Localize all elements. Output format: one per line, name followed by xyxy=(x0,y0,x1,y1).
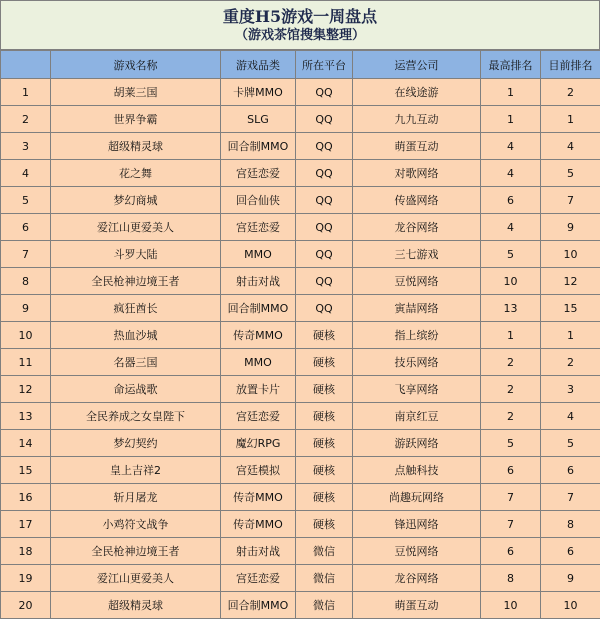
cell-operator: 指上缤纷 xyxy=(353,322,481,349)
cell-highest-rank: 10 xyxy=(481,268,541,295)
cell-operator: 豆悦网络 xyxy=(353,538,481,565)
cell-index: 14 xyxy=(1,430,51,457)
cell-index: 16 xyxy=(1,484,51,511)
cell-index: 20 xyxy=(1,592,51,619)
cell-platform: 硬核 xyxy=(296,403,353,430)
cell-highest-rank: 4 xyxy=(481,160,541,187)
cell-category: 宫廷恋爱 xyxy=(221,214,296,241)
cell-current-rank: 2 xyxy=(541,349,600,376)
cell-highest-rank: 1 xyxy=(481,79,541,106)
cell-operator: 尚趣玩网络 xyxy=(353,484,481,511)
cell-operator: 飞享网络 xyxy=(353,376,481,403)
cell-operator: 龙谷网络 xyxy=(353,214,481,241)
table-row xyxy=(1,133,600,160)
cell-category: MMO xyxy=(221,241,296,268)
cell-category: 传奇MMO xyxy=(221,511,296,538)
cell-highest-rank: 7 xyxy=(481,484,541,511)
table-row xyxy=(1,430,600,457)
page-subtitle: （游戏茶馆搜集整理） xyxy=(234,28,365,43)
cell-platform: QQ xyxy=(296,295,353,322)
cell-platform: 硬核 xyxy=(296,376,353,403)
cell-game-name: 名器三国 xyxy=(51,349,221,376)
table-row xyxy=(1,538,600,565)
cell-game-name: 疯狂酋长 xyxy=(51,295,221,322)
table-row xyxy=(1,376,600,403)
cell-game-name: 超级精灵球 xyxy=(51,592,221,619)
cell-index: 5 xyxy=(1,187,51,214)
cell-current-rank: 1 xyxy=(541,106,600,133)
cell-operator: 在线途游 xyxy=(353,79,481,106)
cell-operator: 对歌网络 xyxy=(353,160,481,187)
table-row xyxy=(1,241,600,268)
cell-current-rank: 7 xyxy=(541,187,600,214)
cell-category: 射击对战 xyxy=(221,268,296,295)
cell-category: 宫廷模拟 xyxy=(221,457,296,484)
cell-category: 放置卡片 xyxy=(221,376,296,403)
cell-platform: 微信 xyxy=(296,565,353,592)
cell-category: 回合制MMO xyxy=(221,592,296,619)
table-row xyxy=(1,565,600,592)
cell-highest-rank: 6 xyxy=(481,187,541,214)
title-banner xyxy=(0,0,600,50)
cell-platform: 硬核 xyxy=(296,484,353,511)
cell-highest-rank: 4 xyxy=(481,133,541,160)
header-cell-operator: 运营公司 xyxy=(353,51,481,79)
cell-operator: 南京红豆 xyxy=(353,403,481,430)
cell-game-name: 梦幻契约 xyxy=(51,430,221,457)
cell-platform: QQ xyxy=(296,268,353,295)
cell-category: 魔幻RPG xyxy=(221,430,296,457)
cell-game-name: 超级精灵球 xyxy=(51,133,221,160)
table-row xyxy=(1,322,600,349)
table-row xyxy=(1,349,600,376)
cell-current-rank: 8 xyxy=(541,511,600,538)
cell-index: 3 xyxy=(1,133,51,160)
cell-platform: 硬核 xyxy=(296,457,353,484)
cell-operator: 游跃网络 xyxy=(353,430,481,457)
cell-platform: 硬核 xyxy=(296,322,353,349)
cell-category: 传奇MMO xyxy=(221,322,296,349)
table-row xyxy=(1,295,600,322)
cell-operator: 九九互动 xyxy=(353,106,481,133)
cell-game-name: 斗罗大陆 xyxy=(51,241,221,268)
cell-current-rank: 6 xyxy=(541,538,600,565)
cell-category: 回合仙侠 xyxy=(221,187,296,214)
cell-operator: 萌蛋互动 xyxy=(353,592,481,619)
table-row xyxy=(1,187,600,214)
cell-index: 6 xyxy=(1,214,51,241)
cell-operator: 锋迅网络 xyxy=(353,511,481,538)
cell-highest-rank: 8 xyxy=(481,565,541,592)
table-row xyxy=(1,79,600,106)
cell-index: 18 xyxy=(1,538,51,565)
cell-current-rank: 2 xyxy=(541,79,600,106)
cell-index: 2 xyxy=(1,106,51,133)
cell-category: 宫廷恋爱 xyxy=(221,565,296,592)
cell-current-rank: 7 xyxy=(541,484,600,511)
cell-platform: QQ xyxy=(296,160,353,187)
cell-current-rank: 9 xyxy=(541,565,600,592)
cell-highest-rank: 2 xyxy=(481,349,541,376)
cell-operator: 传盛网络 xyxy=(353,187,481,214)
table-row xyxy=(1,160,600,187)
table-row xyxy=(1,106,600,133)
cell-category: 卡牌MMO xyxy=(221,79,296,106)
cell-highest-rank: 2 xyxy=(481,376,541,403)
cell-operator: 三七游戏 xyxy=(353,241,481,268)
header-cell-current-rank: 目前排名 xyxy=(541,51,600,79)
cell-current-rank: 4 xyxy=(541,133,600,160)
table-row xyxy=(1,268,600,295)
cell-platform: 微信 xyxy=(296,538,353,565)
cell-highest-rank: 1 xyxy=(481,106,541,133)
cell-game-name: 世界争霸 xyxy=(51,106,221,133)
cell-index: 17 xyxy=(1,511,51,538)
cell-operator: 寅喆网络 xyxy=(353,295,481,322)
cell-index: 15 xyxy=(1,457,51,484)
cell-operator: 萌蛋互动 xyxy=(353,133,481,160)
cell-highest-rank: 6 xyxy=(481,538,541,565)
cell-highest-rank: 4 xyxy=(481,214,541,241)
table-row xyxy=(1,484,600,511)
cell-platform: QQ xyxy=(296,79,353,106)
table-row xyxy=(1,457,600,484)
cell-platform: QQ xyxy=(296,241,353,268)
cell-index: 8 xyxy=(1,268,51,295)
cell-category: 宫廷恋爱 xyxy=(221,403,296,430)
cell-highest-rank: 7 xyxy=(481,511,541,538)
cell-game-name: 小鸡符文战争 xyxy=(51,511,221,538)
page-title: 重度H5游戏一周盘点 xyxy=(222,7,378,26)
cell-game-name: 爱江山更爱美人 xyxy=(51,565,221,592)
header-cell-category: 游戏品类 xyxy=(221,51,296,79)
cell-game-name: 爱江山更爱美人 xyxy=(51,214,221,241)
cell-category: 回合制MMO xyxy=(221,133,296,160)
cell-index: 9 xyxy=(1,295,51,322)
cell-category: 回合制MMO xyxy=(221,295,296,322)
cell-index: 7 xyxy=(1,241,51,268)
cell-category: 宫廷恋爱 xyxy=(221,160,296,187)
cell-index: 11 xyxy=(1,349,51,376)
table-body xyxy=(1,79,600,619)
header-cell-highest-rank: 最高排名 xyxy=(481,51,541,79)
cell-game-name: 全民枪神边境王者 xyxy=(51,268,221,295)
cell-current-rank: 5 xyxy=(541,160,600,187)
cell-index: 12 xyxy=(1,376,51,403)
cell-game-name: 全民养成之女皇陛下 xyxy=(51,403,221,430)
cell-platform: 硬核 xyxy=(296,511,353,538)
cell-current-rank: 9 xyxy=(541,214,600,241)
cell-operator: 技乐网络 xyxy=(353,349,481,376)
table-row xyxy=(1,511,600,538)
cell-index: 13 xyxy=(1,403,51,430)
cell-current-rank: 12 xyxy=(541,268,600,295)
cell-platform: 微信 xyxy=(296,592,353,619)
cell-highest-rank: 5 xyxy=(481,241,541,268)
cell-index: 19 xyxy=(1,565,51,592)
cell-highest-rank: 6 xyxy=(481,457,541,484)
cell-game-name: 命运战歌 xyxy=(51,376,221,403)
table-row xyxy=(1,403,600,430)
cell-highest-rank: 10 xyxy=(481,592,541,619)
header-cell-platform: 所在平台 xyxy=(296,51,353,79)
header-cell-index xyxy=(1,51,51,79)
cell-game-name: 皇上吉祥2 xyxy=(51,457,221,484)
cell-platform: 硬核 xyxy=(296,349,353,376)
header-cell-game-name: 游戏名称 xyxy=(51,51,221,79)
table-row xyxy=(1,214,600,241)
cell-highest-rank: 5 xyxy=(481,430,541,457)
cell-game-name: 花之舞 xyxy=(51,160,221,187)
cell-current-rank: 10 xyxy=(541,592,600,619)
cell-index: 10 xyxy=(1,322,51,349)
cell-highest-rank: 2 xyxy=(481,403,541,430)
cell-highest-rank: 13 xyxy=(481,295,541,322)
cell-game-name: 胡莱三国 xyxy=(51,79,221,106)
cell-index: 1 xyxy=(1,79,51,106)
cell-current-rank: 15 xyxy=(541,295,600,322)
cell-operator: 龙谷网络 xyxy=(353,565,481,592)
cell-current-rank: 6 xyxy=(541,457,600,484)
cell-category: 射击对战 xyxy=(221,538,296,565)
cell-game-name: 梦幻商城 xyxy=(51,187,221,214)
cell-current-rank: 1 xyxy=(541,322,600,349)
cell-category: 传奇MMO xyxy=(221,484,296,511)
cell-category: MMO xyxy=(221,349,296,376)
cell-current-rank: 4 xyxy=(541,403,600,430)
header-row xyxy=(1,51,600,79)
cell-game-name: 热血沙城 xyxy=(51,322,221,349)
cell-platform: QQ xyxy=(296,106,353,133)
cell-platform: 硬核 xyxy=(296,430,353,457)
cell-operator: 豆悦网络 xyxy=(353,268,481,295)
cell-platform: QQ xyxy=(296,214,353,241)
cell-operator: 点触科技 xyxy=(353,457,481,484)
cell-highest-rank: 1 xyxy=(481,322,541,349)
cell-category: SLG xyxy=(221,106,296,133)
cell-index: 4 xyxy=(1,160,51,187)
cell-current-rank: 3 xyxy=(541,376,600,403)
ranking-table xyxy=(0,50,600,619)
cell-current-rank: 5 xyxy=(541,430,600,457)
table-row xyxy=(1,592,600,619)
cell-platform: QQ xyxy=(296,187,353,214)
cell-current-rank: 10 xyxy=(541,241,600,268)
cell-platform: QQ xyxy=(296,133,353,160)
cell-game-name: 全民枪神边境王者 xyxy=(51,538,221,565)
cell-game-name: 斩月屠龙 xyxy=(51,484,221,511)
